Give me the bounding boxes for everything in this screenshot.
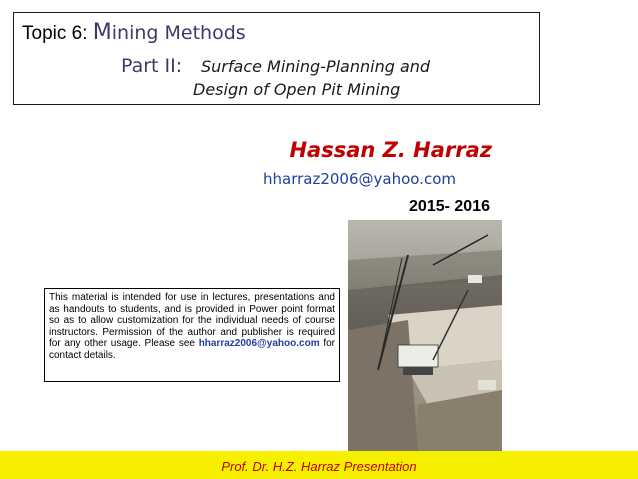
- topic-heading: [22, 20, 246, 45]
- topic-label: Topic 6:: [22, 23, 88, 44]
- subtitle-line-2: Design of Open Pit Mining: [193, 80, 401, 99]
- usage-notice: [44, 288, 340, 382]
- topic-initial: M: [92, 20, 112, 45]
- academic-year: 2015- 2016: [409, 198, 490, 215]
- subtitle-line-1: Surface Mining-Planning and: [201, 57, 431, 76]
- topic-rest: ining Methods: [111, 22, 246, 44]
- author-email[interactable]: hharraz2006@yahoo.com: [263, 170, 456, 188]
- footer-bar: [0, 451, 638, 479]
- footer-text: Prof. Dr. H.Z. Harraz Presentation: [221, 459, 417, 474]
- mining-photo-illustration: [348, 220, 502, 452]
- author-name: Hassan Z. Harraz: [289, 138, 492, 162]
- title-box: [13, 12, 540, 105]
- part-label: Part II:: [121, 55, 183, 77]
- notice-text-end: for contact details.: [49, 338, 336, 361]
- notice-email-link[interactable]: hharraz2006@yahoo.com: [198, 338, 320, 349]
- notice-text: This material is intended for use in lectures, presentations and as handouts to students, and is provided in Power point format so as to allow customization for the individual needs of course instructors. Permission of the author and publisher is required for any other usage. Please see: [49, 292, 335, 349]
- mining-photo: [348, 220, 502, 452]
